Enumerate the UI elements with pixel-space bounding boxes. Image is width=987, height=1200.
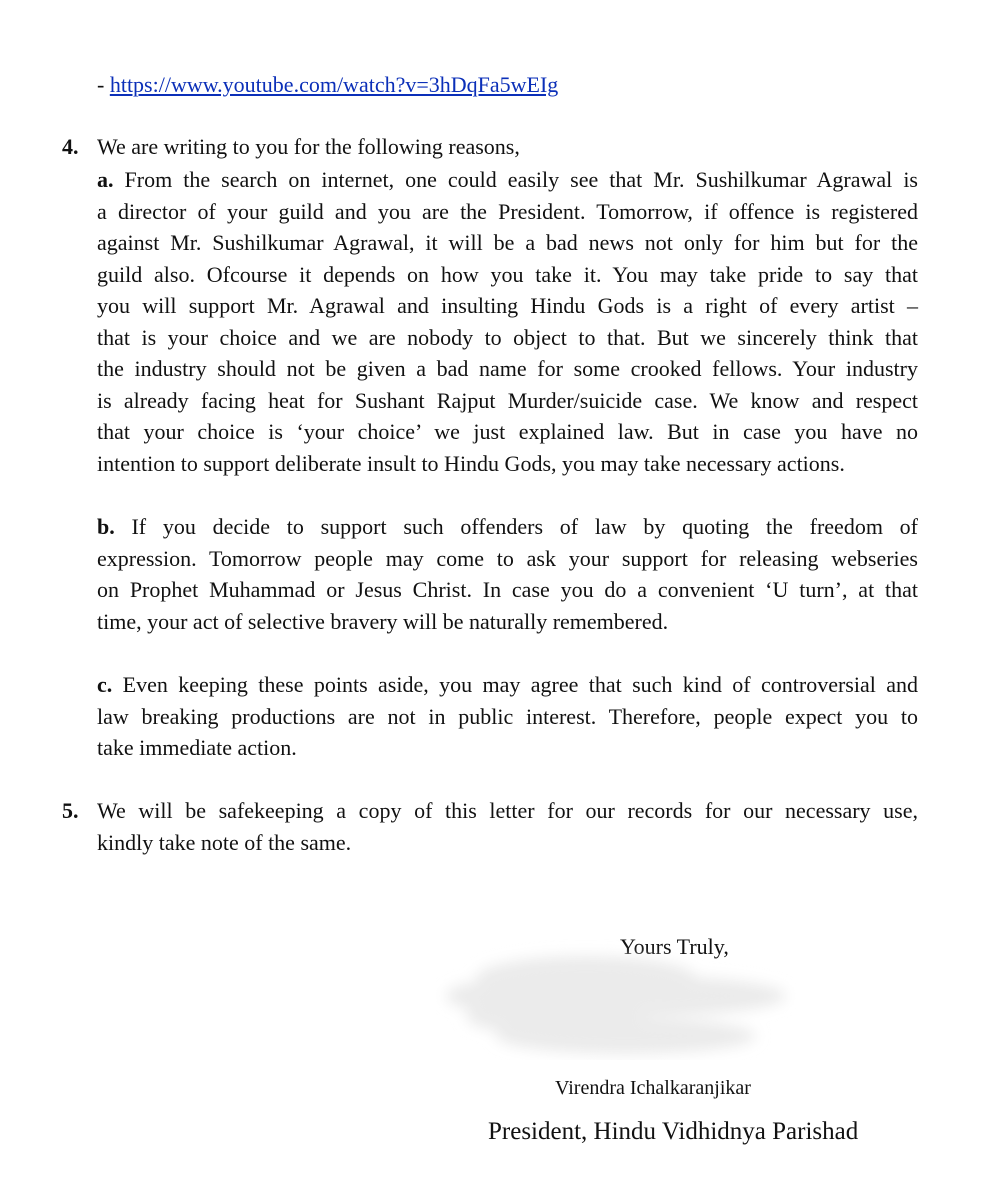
point-5-number: 5. [62, 798, 79, 823]
paragraph-b-line: b. If you decide to support such offenders of law by quoting the freedom of [97, 514, 918, 539]
paragraph-b-label: b. [97, 514, 115, 539]
signoff: Yours Truly, [620, 934, 729, 959]
paragraph-a-line: is already facing heat for Sushant Rajput Murder/suicide case. We know and respect [97, 387, 918, 413]
point-4-number: 4. [62, 134, 79, 159]
paragraph-a-line: guild also. Ofcourse it depends on how you take it. You may take pride to say that [97, 261, 918, 287]
point-5-line: We will be safekeeping a copy of this letter for our records for our necessary use, [97, 798, 918, 823]
paragraph-c-line: law breaking productions are not in public interest. Therefore, people expect you to [97, 703, 918, 729]
paragraph-a-line: against Mr. Sushilkumar Agrawal, it will be a bad news not only for him but for the [97, 230, 918, 255]
paragraph-a-line: a director of your guild and you are the President. Tomorrow, if offence is registered [97, 198, 918, 224]
point-5-line: kindly take note of the same. [97, 829, 352, 855]
point-5 [62, 795, 918, 858]
signatory-name: Virendra Ichalkaranjikar [555, 1077, 751, 1099]
paragraph-a-line: you will support Mr. Agrawal and insulting Hindu Gods is a right of every artist – [97, 293, 918, 318]
paragraph-b-line: time, your act of selective bravery will be naturally remembered. [97, 608, 669, 634]
paragraph-a-line: that your choice is ‘your choice’ we just explained law. But in case you have no [97, 419, 918, 444]
paragraph-a-line: that is your choice and we are nobody to object to that. But we sincerely think that [97, 324, 918, 350]
paragraph-a-line: a. From the search on internet, one could easily see that Mr. Sushilkumar Agrawal is [97, 167, 918, 192]
point-4-intro: We are writing to you for the following reasons, [97, 134, 520, 159]
paragraph-c-line: c. Even keeping these points aside, you may agree that such kind of controversial and [97, 672, 919, 697]
youtube-link[interactable]: https://www.youtube.com/watch?v=3hDqFa5wEIg [109, 72, 559, 97]
paragraph-b [97, 511, 918, 637]
paragraph-c-label: c. [97, 672, 113, 697]
paragraph-c [97, 669, 918, 764]
paragraph-b-line: expression. Tomorrow people may come to ask your support for releasing webseries [97, 545, 918, 571]
paragraph-c-line: take immediate action. [97, 735, 297, 760]
paragraph-a-line: the industry should not be given a bad name for some crooked fellows. Your industry [97, 356, 918, 381]
reference-link-line [97, 70, 558, 100]
link-prefix: - [97, 72, 110, 97]
redacted-signature [436, 938, 796, 1060]
paragraph-a-line: intention to support deliberate insult to Hindu Gods, you may take necessary actions. [97, 450, 845, 476]
signatory-title: President, Hindu Vidhidnya Parishad [488, 1118, 859, 1145]
paragraph-a-label: a. [97, 167, 114, 192]
paragraph-a [97, 164, 918, 479]
paragraph-b-line: on Prophet Muhammad or Jesus Christ. In case you do a convenient ‘U turn’, at that [97, 577, 918, 602]
point-4 [62, 131, 918, 163]
